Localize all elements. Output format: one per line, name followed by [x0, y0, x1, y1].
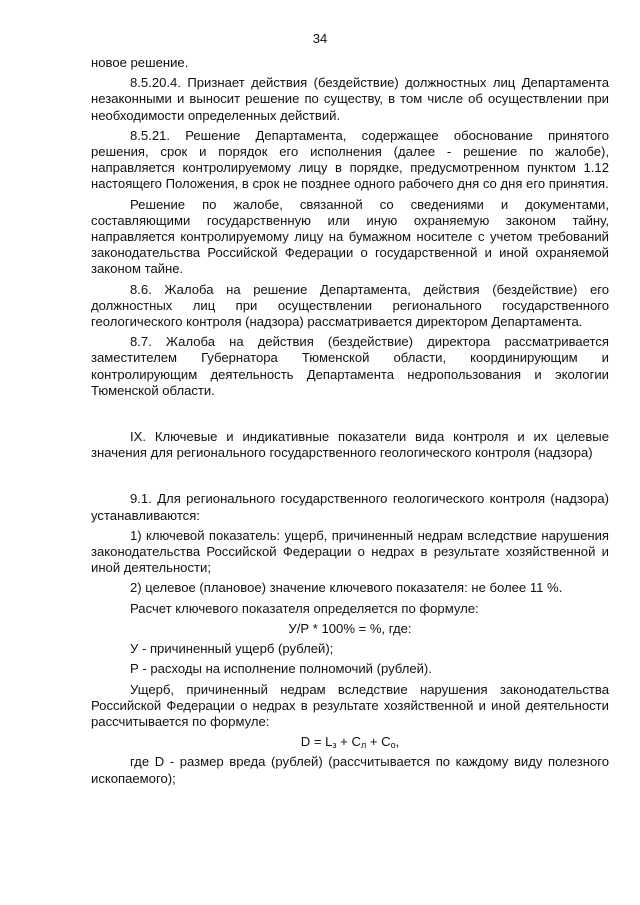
formula-damage: $D = L_з + C_л + C_о$, [300, 734, 400, 751]
paragraph: У - причиненный ущерб (рублей); [130, 641, 334, 657]
paragraph: 8.6. Жалоба на решение Департамента, действия (бездействие) его должностных лиц при осуществлении регионального государственного геологического контроля (надзора) рассматривается директором Департамента. [91, 281, 609, 330]
page-number: 34 [312, 31, 328, 46]
paragraph: где D - размер вреда (рублей) (рассчитывается по каждому виду полезного ископаемого); [91, 754, 609, 786]
paragraph: Решение по жалобе, связанной со сведениями и документами, составляющими государственную или иную охраняемую законом тайну, направляется контролируемому лицу на бумажном носителе с учетом требований законодательства Российской Федерации о государственной и иной охраняемой законом тайне. [91, 196, 609, 277]
paragraph: 8.7. Жалоба на действия (бездействие) директора рассматривается заместителем Губернатора Тюменской области, координирующим и контролирующим деятельность Департамента недропользования и экологии Тюменской области. [91, 334, 609, 398]
document-body [91, 55, 609, 791]
section-heading: IX. Ключевые и индикативные показатели вида контроля и их целевые значения для регионального государственного геологического контроля (надзора) [91, 429, 609, 461]
paragraph: Расчет ключевого показателя определяется по формуле: [130, 600, 479, 616]
paragraph: 1) ключевой показатель: ущерб, причиненный недрам вследствие нарушения законодательства Российской Федерации о недрах в результате хозяйственной и иной деятельности; [91, 527, 609, 576]
paragraph: Р - расходы на исполнение полномочий (рублей). [130, 661, 432, 677]
formula-key-indicator: У/Р * 100% = %, где: [288, 620, 412, 636]
paragraph: 8.5.21. Решение Департамента, содержащее обоснование принятого решения, срок и порядок его исполнения (далее - решение по жалобе), направляется контролируемому лицу в порядке, предусмотренном пунктом 1.12 настоящего Положения, в срок не позднее одного рабочего дня со дня его принятия. [91, 127, 609, 192]
paragraph: 8.5.20.4. Признает действия (бездействие) должностных лиц Департамента незаконными и выносит решение по существу, в том числе об осуществлении при необходимости определенных действий. [91, 75, 609, 123]
paragraph: Ущерб, причиненный недрам вследствие нарушения законодательства Российской Федерации о недрах в результате хозяйственной и иной деятельности рассчитывается по формуле: [91, 681, 609, 729]
paragraph: 9.1. Для регионального государственного геологического контроля (надзора) устанавливаются: [91, 491, 609, 523]
paragraph: новое решение. [91, 55, 189, 70]
paragraph: 2) целевое (плановое) значение ключевого показателя: не более 11 %. [130, 580, 563, 596]
